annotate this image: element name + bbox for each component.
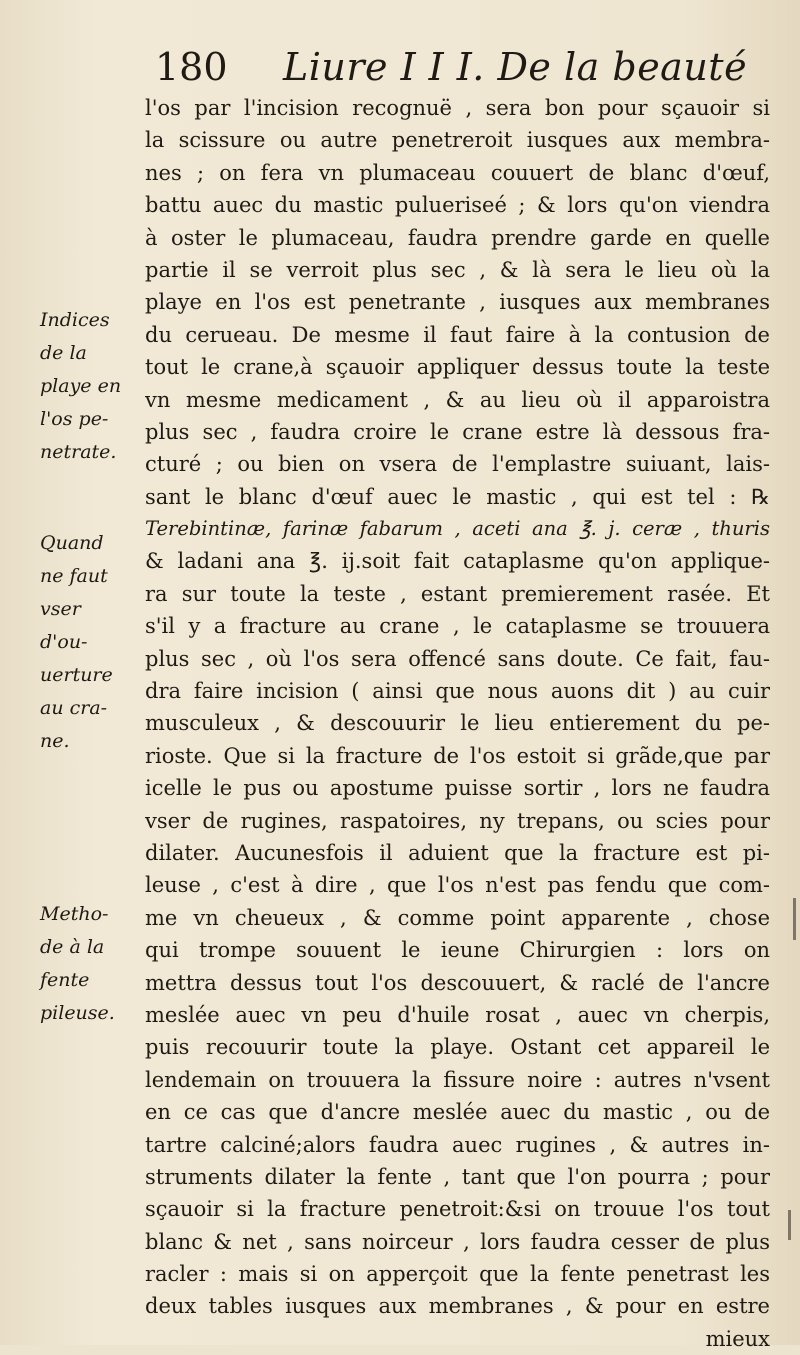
margin-note-line: de la xyxy=(40,342,87,364)
text-line: struments dilater la fente , tant que l'on pourra ; pour xyxy=(145,1164,770,1189)
page-number: 180 xyxy=(155,45,228,89)
page-header xyxy=(155,42,765,92)
text-line: musculeux , & descouurir le lieu entierement du pe- xyxy=(145,711,770,736)
text-line: à oster le plumaceau, faudra prendre garde en quelle xyxy=(145,225,770,250)
text-line: battu auec du mastic pulueriseé ; & lors qu'on viendra xyxy=(145,193,770,218)
text-line: blanc & net , sans noirceur , lors faudra cesser de plus xyxy=(145,1229,770,1254)
text-line: partie il se verroit plus sec , & là sera le lieu où la xyxy=(145,257,770,282)
text-line: & ladani ana ℥. ij.soit fait cataplasme qu'on applique- xyxy=(145,549,770,574)
text-line: s'il y a fracture au crane , le cataplasme se trouuera xyxy=(145,614,770,639)
main-text xyxy=(145,92,770,1355)
margin-note-line: pileuse. xyxy=(40,1002,115,1024)
text-line: plus sec , faudra croire le crane estre là dessous fra- xyxy=(145,419,770,444)
margin-note-line: au cra- xyxy=(40,697,108,719)
margin-note-methode xyxy=(40,898,115,1030)
text-line: icelle le pus ou apostume puisse sortir , lors ne faudra xyxy=(145,776,770,801)
text-line: sçauoir si la fracture penetroit:&si on trouue l'os tout xyxy=(145,1197,770,1222)
text-line: playe en l'os est penetrante , iusques aux membranes xyxy=(145,290,770,315)
running-title: Liure I I I. De la beauté xyxy=(283,45,748,89)
text-line: lendemain on trouuera la fissure noire : autres n'vsent xyxy=(145,1067,770,1092)
text-line: deux tables iusques aux membranes , & pour en estre xyxy=(145,1294,770,1319)
text-line: meslée auec vn peu d'huile rosat , auec vn cherpis, xyxy=(145,1002,770,1027)
text-line: cturé ; ou bien on vsera de l'emplastre suiuant, lais- xyxy=(145,452,770,477)
text-line: rioste. Que si la fracture de l'os estoit si grãde,que par xyxy=(145,743,770,768)
text-line: qui trompe souuent le ieune Chirurgien : lors on xyxy=(145,938,770,963)
text-line: vser de rugines, raspatoires, ny trepans, ou scies pour xyxy=(145,808,770,833)
text-line: plus sec , où l'os sera offencé sans doute. Ce fait, fau- xyxy=(145,646,770,671)
text-line: Terebintinæ, farinæ fabarum , aceti ana ℥. j. ceræ , thuris xyxy=(145,517,770,541)
page-edge-mark xyxy=(788,1210,791,1240)
text-line: nes ; on fera vn plumaceau couuert de blanc d'œuf, xyxy=(145,160,770,185)
margin-note-line: vser xyxy=(40,598,81,620)
text-line: ra sur toute la teste , estant premierement rasée. Et xyxy=(145,581,770,606)
text-line: mieux xyxy=(705,1326,770,1351)
margin-note-indices xyxy=(40,304,121,469)
text-line: vn mesme medicament , & au lieu où il apparoistra xyxy=(145,387,770,412)
text-line: tartre calciné;alors faudra auec rugines , & autres in- xyxy=(145,1132,770,1157)
text-line: dilater. Aucunesfois il aduient que la fracture est pi- xyxy=(145,840,770,865)
margin-note-line: de à la xyxy=(40,936,105,958)
margin-note-line: d'ou- xyxy=(40,631,88,653)
text-line: en ce cas que d'ancre meslée auec du mastic , ou de xyxy=(145,1100,770,1125)
margin-note-line: ne. xyxy=(40,730,70,752)
margin-note-line: l'os pe- xyxy=(40,408,109,430)
text-line: leuse , c'est à dire , que l'os n'est pas fendu que com- xyxy=(145,873,770,898)
page-edge-mark xyxy=(793,898,796,940)
margin-note-line: playe en xyxy=(40,375,122,397)
text-line: la scissure ou autre penetreroit iusques aux membra- xyxy=(145,128,770,153)
margin-note-line: Indices xyxy=(40,309,110,331)
text-line: sant le blanc d'œuf auec le mastic , qui est tel : ℞ xyxy=(145,484,770,509)
text-line: tout le crane,à sçauoir appliquer dessus toute la teste xyxy=(145,355,770,380)
margin-note-line: Metho- xyxy=(40,903,109,925)
text-line: me vn cheueux , & comme point apparente , chose xyxy=(145,905,770,930)
text-line: mettra dessus tout l'os descouuert, & raclé de l'ancre xyxy=(145,970,770,995)
text-line: puis recouurir toute la playe. Ostant cet appareil le xyxy=(145,1035,770,1060)
margin-note-line: uerture xyxy=(40,664,113,686)
text-line: racler : mais si on apperçoit que la fente penetrast les xyxy=(145,1262,770,1287)
margin-note-quand xyxy=(40,527,113,758)
margin-note-line: ne faut xyxy=(40,565,108,587)
margin-note-line: fente xyxy=(40,969,90,991)
margin-note-line: Quand xyxy=(40,532,104,554)
text-line: l'os par l'incision recognuë , sera bon pour sçauoir si xyxy=(145,96,770,120)
margin-note-line: netrate. xyxy=(40,441,117,463)
text-line: dra faire incision ( ainsi que nous auons dit ) au cuir xyxy=(145,679,770,704)
text-line: du cerueau. De mesme il faut faire à la contusion de xyxy=(145,322,770,347)
